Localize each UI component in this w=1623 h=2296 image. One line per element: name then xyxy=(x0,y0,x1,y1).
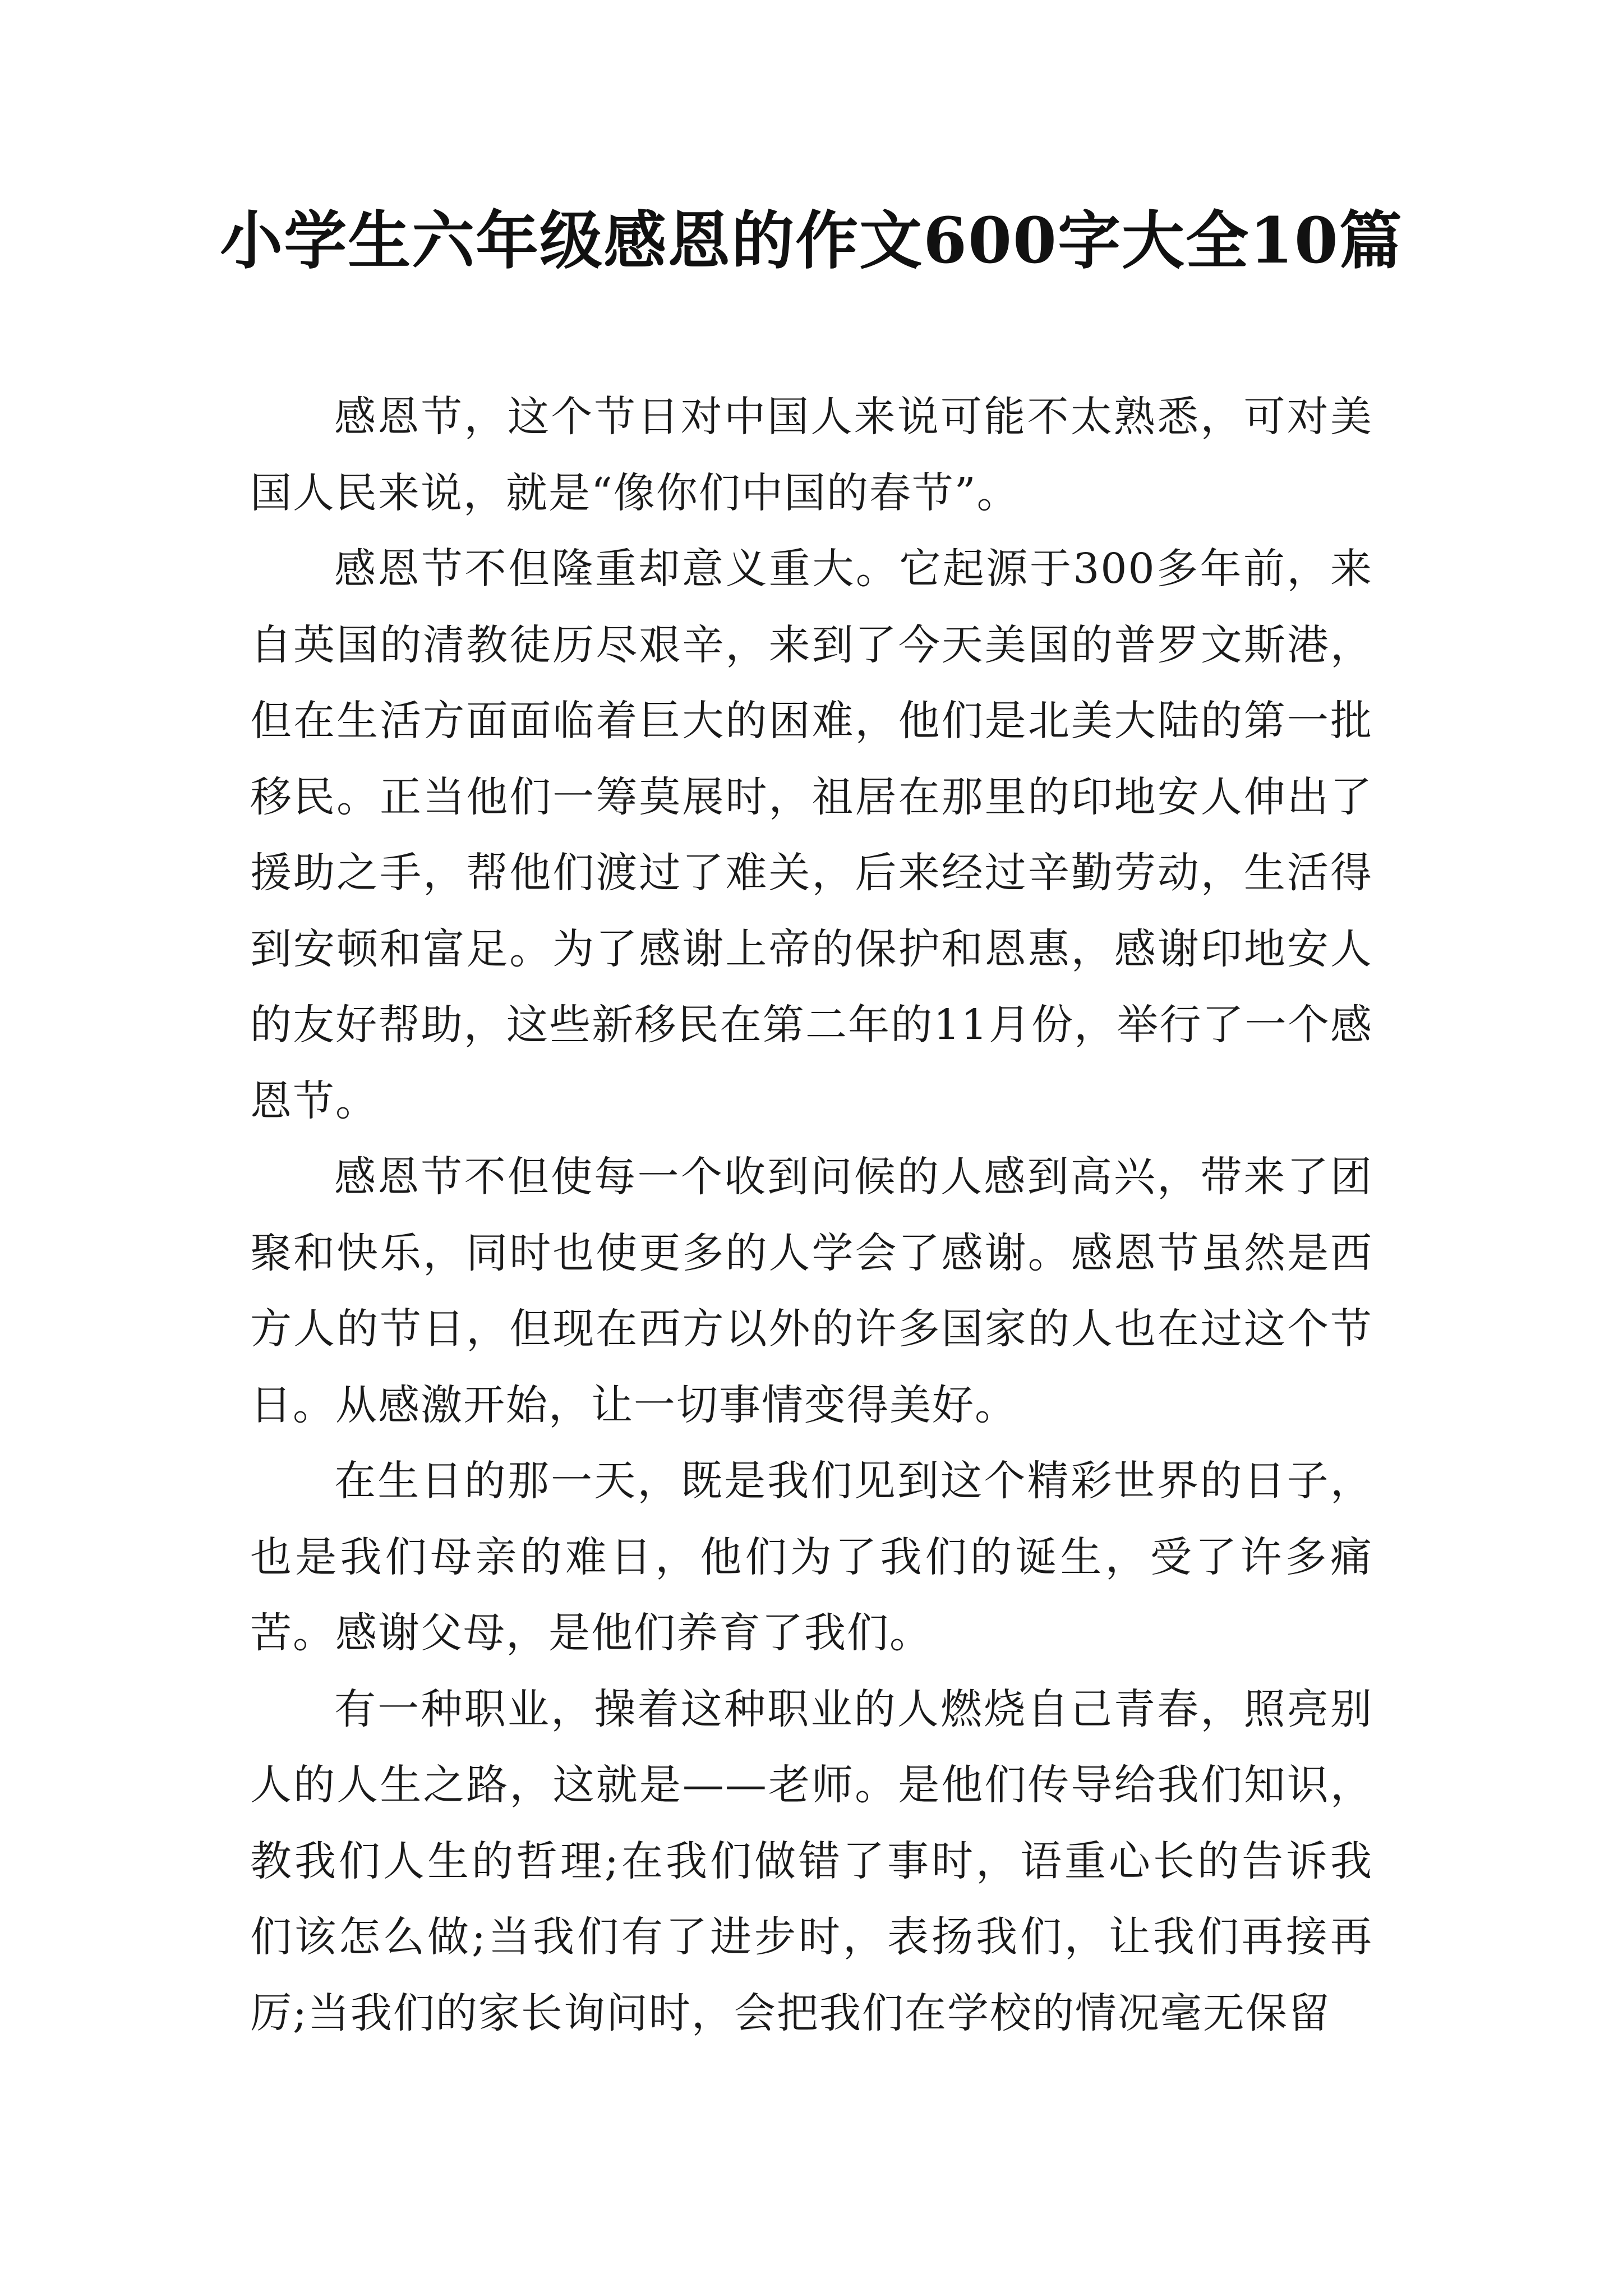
document-body xyxy=(250,379,1373,2051)
paragraph-thank-teachers: 有一种职业，操着这种职业的人燃烧自己青春，照亮别人的人生之路，这就是——老师。是他们传导给我们知识，教我们人生的哲理;在我们做错了事时，语重心长的告诉我们该怎么做;当我们有了进步时，表扬我们，让我们再接再厉;当我们的家长询问时，会把我们在学校的情况毫无保留 xyxy=(250,1685,1373,2037)
paragraph-thanksgiving-origin: 感恩节不但隆重却意义重大。它起源于300多年前，来自英国的清教徒历尽艰辛，来到了今天美国的普罗文斯港，但在生活方面面临着巨大的困难，他们是北美大陆的第一批移民。正当他们一筹莫展时，祖居在那里的印地安人伸出了援助之手，帮他们渡过了难关，后来经过辛勤劳动，生活得到安顿和富足。为了感谢上帝的保护和恩惠，感谢印地安人的友好帮助，这些新移民在第二年的11月份，举行了一个感恩节。 xyxy=(250,545,1373,1125)
document-title: 小学生六年级感恩的作文600字大全10篇 xyxy=(220,204,1403,278)
paragraph-thanksgiving-meaning: 感恩节不但使每一个收到问候的人感到高兴，带来了团聚和快乐，同时也使更多的人学会了感谢。感恩节虽然是西方人的节日，但现在西方以外的许多国家的人也在过这个节日。从感激开始，让一切事情变得美好。 xyxy=(250,1153,1373,1429)
paragraph-thanksgiving-intro: 感恩节，这个节日对中国人来说可能不太熟悉，可对美国人民来说，就是“像你们中国的春节”。 xyxy=(250,393,1373,517)
paragraph-thank-parents: 在生日的那一天，既是我们见到这个精彩世界的日子，也是我们母亲的难日，他们为了我们的诞生，受了许多痛苦。感谢父母，是他们养育了我们。 xyxy=(250,1457,1373,1657)
